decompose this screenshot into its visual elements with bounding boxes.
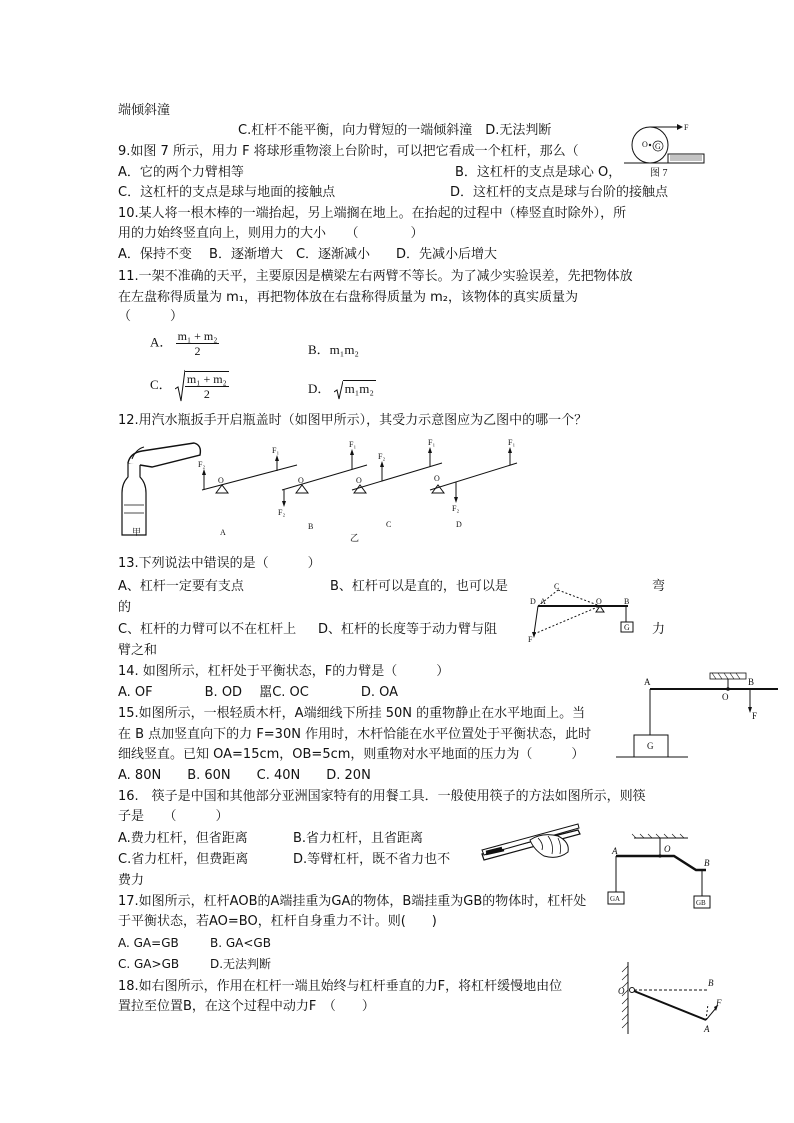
q13-option-d: D、杠杆的长度等于动力臂与阻 <box>318 622 498 637</box>
q10-stem-2: 用的力始终竖直向上，则用力的大小 （ ） <box>118 226 424 241</box>
svg-text:F₁: F₁ <box>349 440 357 449</box>
svg-text:F₁: F₁ <box>428 438 436 447</box>
q16-option-d: D.等臂杠杆，既不省力也不 <box>293 852 451 867</box>
svg-text:O: O <box>298 476 304 485</box>
svg-text:D: D <box>456 520 462 529</box>
svg-text:A: A <box>644 677 651 687</box>
svg-text:C: C <box>554 582 560 591</box>
svg-text:F₂: F₂ <box>198 460 206 469</box>
line-2: C.杠杆不能平衡，向力臂短的一端倾斜潼 D.无法判断 <box>238 123 552 138</box>
q12-jia-label: 甲 <box>132 527 142 537</box>
svg-text:F₁: F₁ <box>508 438 516 447</box>
svg-text:A: A <box>612 846 618 856</box>
q17-figure <box>604 830 730 916</box>
q15-stem-3: 细线竖直。已知 OA=15cm，OB=5cm，则重物对水平地面的压力为（ ） <box>118 747 585 762</box>
q17-stem-2: 于平衡状态，若AO=BO，杠杆自身重力不计。则( ) <box>118 914 437 929</box>
q13-option-c: C、杠杆的力臂可以不在杠杆上 <box>118 622 297 637</box>
q11-stem-2: 在左盘称得质量为 m₁，再把物体放在右盘称得质量为 m₂，该物体的真实质量为 <box>118 290 579 305</box>
q17-option-a: A. GA=GB <box>118 936 179 950</box>
q15-options: A. 80N B. 60N C. 40N D. 20N <box>118 768 371 783</box>
q12-figure <box>112 435 532 545</box>
svg-text:O: O <box>218 476 224 485</box>
q13-option-d-tail: 力 <box>652 622 666 637</box>
sqrt-sign-icon <box>175 369 185 403</box>
q12-yi-label: 乙 <box>350 533 360 543</box>
svg-text:F₂: F₂ <box>452 504 460 513</box>
q11-option-a: A． $\frac{\text{m₁ + m₂}}{2}$ <box>150 329 218 358</box>
line-1: 端倾斜潼 <box>118 103 171 118</box>
svg-text:B: B <box>748 677 755 687</box>
svg-text:F: F <box>528 635 533 644</box>
q18-stem-2: 置拉至位置B，在这个过程中动力F （ ） <box>118 999 375 1014</box>
svg-text:B: B <box>704 858 710 868</box>
svg-text:F₁: F₁ <box>272 446 280 455</box>
svg-text:A: A <box>704 1024 710 1034</box>
fig7-o-label: O <box>642 140 648 149</box>
q16-stem-2: 子是 （ ） <box>118 809 229 824</box>
q16-option-d-end: 费力 <box>118 873 145 888</box>
q17-option-d: D.无法判断 <box>210 957 272 971</box>
q12-diagram-b <box>278 440 367 531</box>
svg-text:G: G <box>624 623 630 632</box>
q9-stem: 9.如图 7 所示，用力 F 将球形重物滚上台阶时，可以把它看成一个杠杆，那么（ <box>118 144 579 159</box>
q16-option-b: B.省力杠杆，且省距离 <box>293 831 424 846</box>
q9-option-b: B．这杠杆的支点是球心 O， <box>455 165 622 180</box>
svg-text:B: B <box>708 978 714 988</box>
q9-option-c: C．这杠杆的支点是球与地面的接触点 <box>118 185 336 200</box>
svg-text:O: O <box>356 476 362 485</box>
q15-stem-1: 15.如图所示，一根轻质木杆，A端细线下所挂 50N 的重物静止在水平地面上。当 <box>118 706 586 721</box>
q17-stem-1: 17.如图所示，杠杆AOB的A端挂重为GA的物体，B端挂重为GB的物体时，杠杆处 <box>118 894 587 909</box>
svg-text:A: A <box>220 528 226 537</box>
svg-text:F: F <box>716 998 722 1008</box>
svg-text:F: F <box>752 711 758 721</box>
svg-text:O: O <box>664 844 671 854</box>
q17-option-b: B. GA<GB <box>210 936 271 950</box>
q17-option-c: C. GA>GB <box>118 957 180 971</box>
q16-stem-1: 16. 筷子是中国和其他部分亚洲国家特有的用餐工具．一般使用筷子的方法如图所示，则筷 <box>118 789 646 804</box>
svg-text:B: B <box>308 522 314 531</box>
q12-diagram-a <box>198 446 297 537</box>
figure-7-ball-step <box>622 120 712 180</box>
svg-text:F₂: F₂ <box>378 452 386 461</box>
bottle-opener-figure <box>122 443 200 535</box>
q11-option-c: C． $\frac{\text{m₁ + m₂}}{2}$ <box>150 369 229 403</box>
q14-stem: 14. 如图所示，杠杆处于平衡状态，F的力臂是（ ） <box>118 664 450 679</box>
svg-text:C: C <box>386 520 392 529</box>
svg-text:O: O <box>596 597 602 606</box>
q13-option-d-end: 臂之和 <box>118 643 158 658</box>
q16-option-c: C.省力杠杆，但费距离 <box>118 852 249 867</box>
q16-chopsticks-figure <box>478 820 588 864</box>
q15-figure <box>616 667 788 763</box>
q13-option-a: A、杠杆一定要有支点 <box>118 579 244 594</box>
q13-option-b-end: 的 <box>118 600 132 615</box>
q13-stem: 13.下列说法中错误的是（ ） <box>118 556 321 571</box>
q18-stem-1: 18.如右图所示，作用在杠杆一端且始终与杠杆垂直的力F，将杠杆缓慢地由位 <box>118 979 563 994</box>
q14-options: A. OF B. OD 嚚C. OC D. OA <box>118 685 399 700</box>
q12-diagram-d <box>430 438 517 529</box>
q11-stem-3: （ ） <box>118 309 184 324</box>
q10-options: A．保持不变 B．逐渐增大 C．逐渐减小 D．先减小后增大 <box>118 247 498 262</box>
svg-text:A: A <box>540 597 546 606</box>
q11-option-d: D． m₁m₂ <box>308 378 376 400</box>
svg-text:D: D <box>530 597 536 606</box>
sqrt-sign-icon <box>334 380 343 400</box>
q12-diagram-c <box>352 438 442 529</box>
svg-text:O: O <box>722 692 729 702</box>
svg-text:O: O <box>618 986 625 996</box>
q11-stem-1: 11.一架不准确的天平，主要原因是横梁左右两臂不等长。为了减少实验误差，先把物体放 <box>118 269 633 284</box>
q9-option-d: D．这杠杆的支点是球与台阶的接触点 <box>450 185 669 200</box>
q15-stem-2: 在 B 点加竖直向下的力 F=30N 作用时，木杆恰能在水平位置处于平衡状态，此时 <box>118 727 592 742</box>
fig7-f-label: F <box>684 123 689 132</box>
q10-stem-1: 10.某人将一根木棒的一端抬起，另上端搁在地上。在抬起的过程中（棒竖直时除外），所 <box>118 206 627 221</box>
fig7-caption: 图 7 <box>650 168 668 179</box>
q18-figure <box>612 958 732 1040</box>
q12-stem: 12.用汽水瓶扳手开启瓶盖时（如图甲所示），其受力示意图应为乙图中的哪一个？ <box>118 413 588 428</box>
svg-text:B: B <box>624 597 630 606</box>
q11-option-b: B．m₁m₂ <box>308 342 359 357</box>
q13-figure <box>526 582 646 644</box>
fig7-g-label: G <box>655 142 661 151</box>
svg-text:F₂: F₂ <box>278 508 286 517</box>
svg-text:GA: GA <box>610 895 621 903</box>
q9-option-a: A．它的两个力臂相等 <box>118 165 244 180</box>
q13-option-b: B、杠杆可以是直的，也可以是 <box>330 579 508 594</box>
q13-option-b-tail: 弯 <box>652 579 666 594</box>
q16-option-a: A.费力杠杆，但省距离 <box>118 831 248 846</box>
svg-text:GB: GB <box>696 899 706 907</box>
svg-text:G: G <box>647 741 654 751</box>
svg-text:O: O <box>434 474 440 483</box>
